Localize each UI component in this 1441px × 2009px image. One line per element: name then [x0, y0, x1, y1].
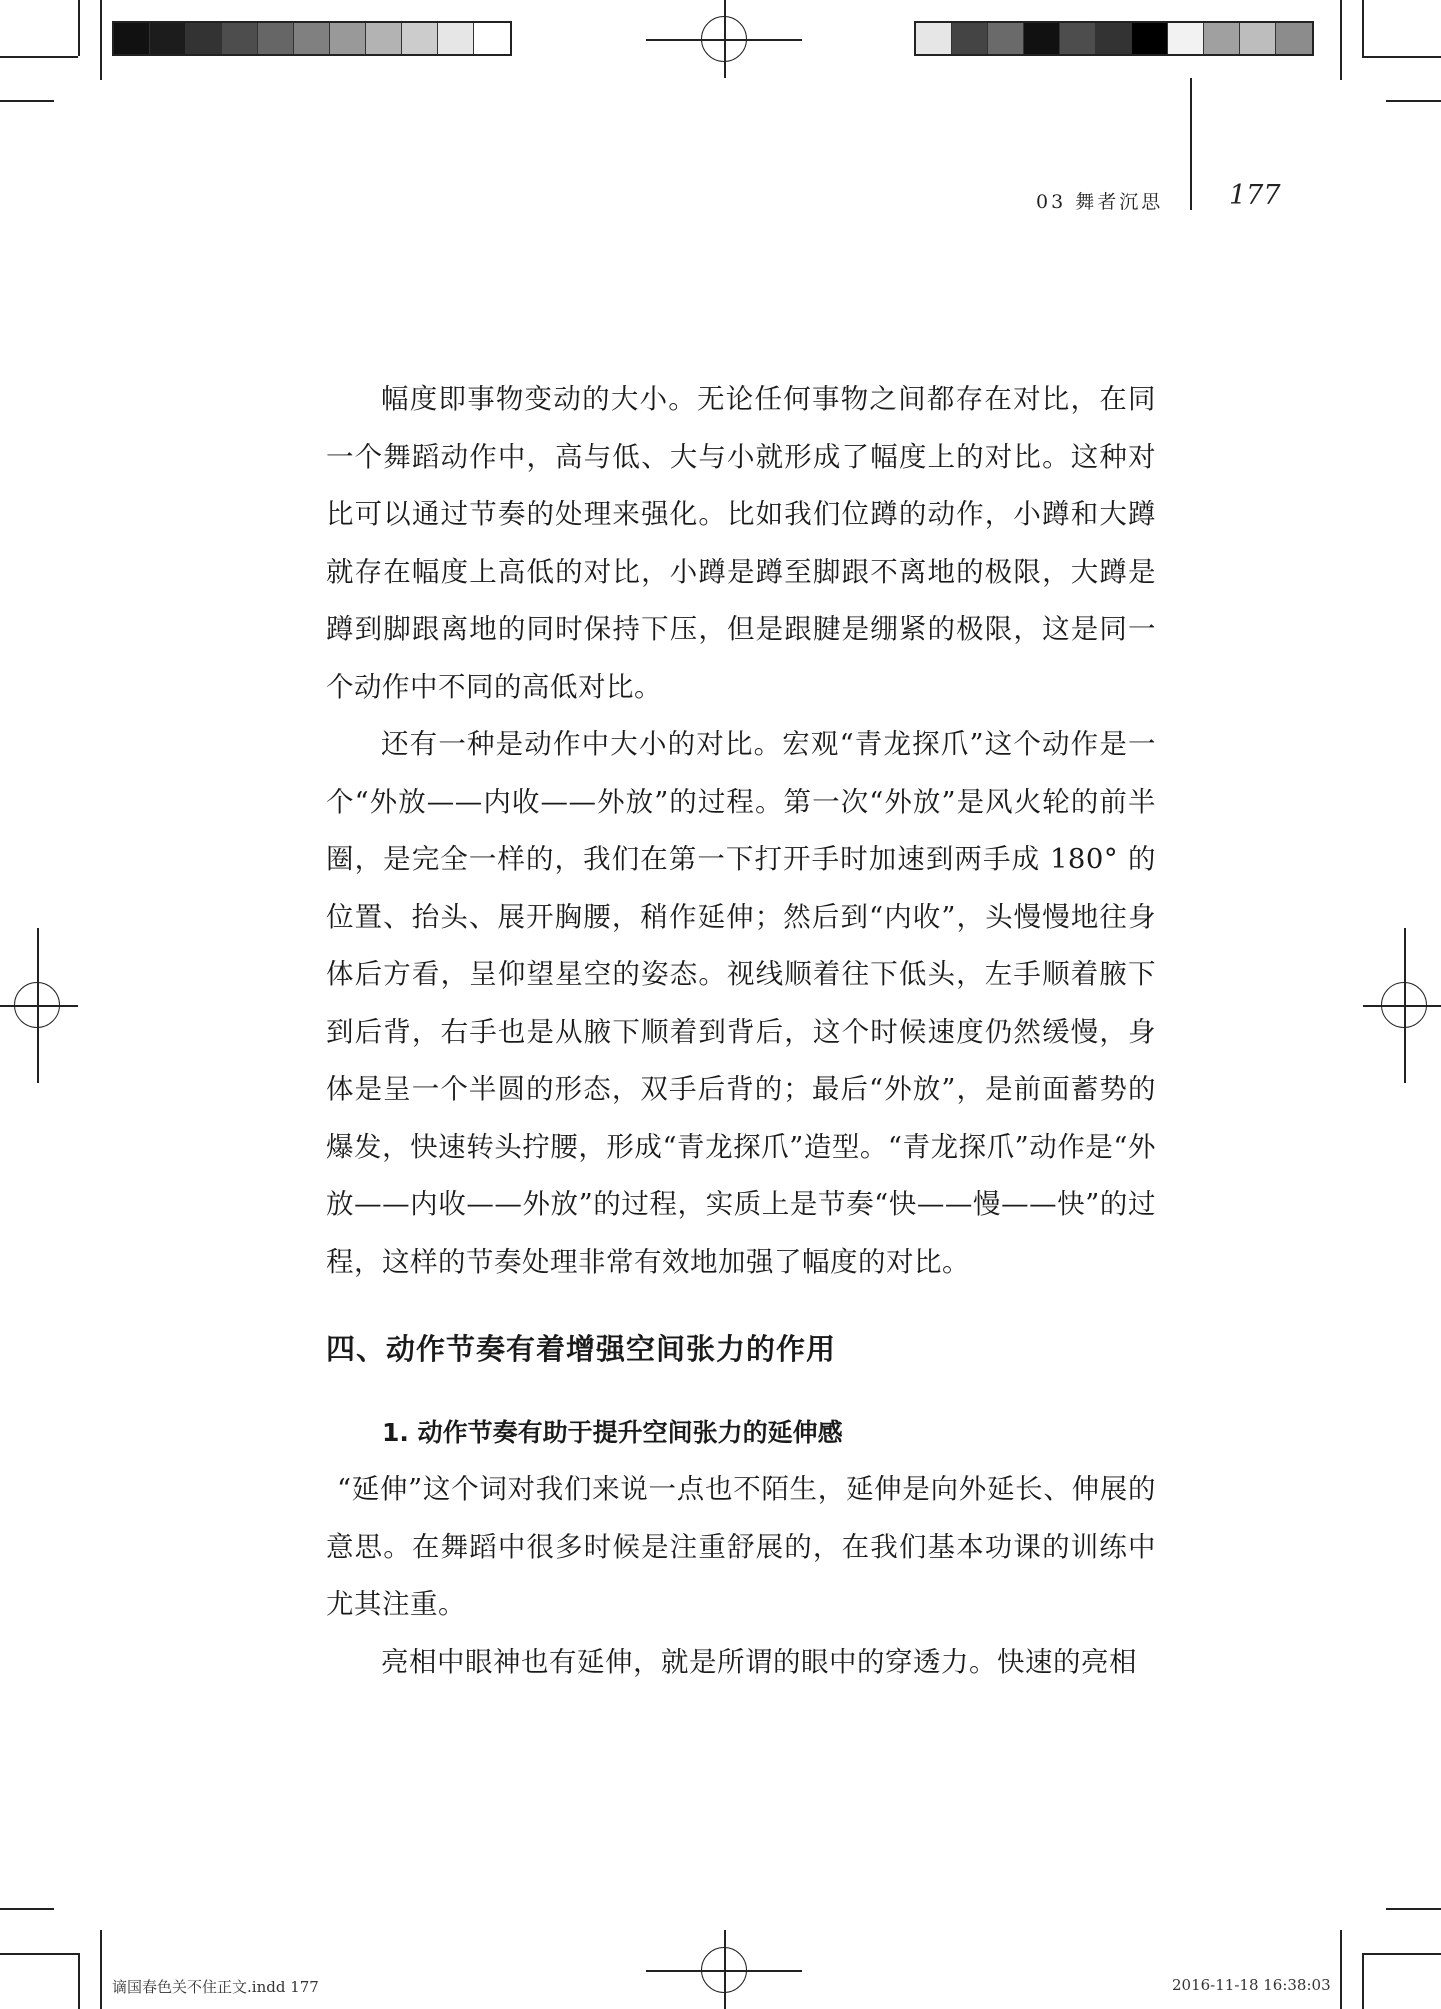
color-swatch: [1240, 23, 1276, 54]
crop-mark: [78, 0, 80, 56]
paragraph: 幅度即事物变动的大小。无论任何事物之间都存在对比，在同一个舞蹈动作中，高与低、大与小就形成了幅度上的对比。这种对比可以通过节奏的处理来强化。比如我们位蹲的动作，小蹲和大蹲就存在幅度上高低的对比，小蹲是蹲至脚跟不离地的极限，大蹲是蹲到脚跟离地的同时保持下压，但是跟腱是绷紧的极限，这是同一个动作中不同的高低对比。: [326, 383, 1156, 703]
color-swatch: [1060, 23, 1096, 54]
color-swatch: [438, 23, 474, 54]
crop-mark: [0, 56, 78, 58]
slug-timestamp: 2016-11-18 16:38:03: [1172, 1976, 1331, 1994]
header-divider: [1190, 78, 1192, 210]
color-swatch: [916, 23, 952, 54]
color-swatch: [988, 23, 1024, 54]
color-swatch: [186, 23, 222, 54]
color-swatch: [952, 23, 988, 54]
running-head: 03 舞者沉思: [1036, 191, 1164, 213]
color-swatch: [1132, 23, 1168, 54]
color-swatch: [1204, 23, 1240, 54]
registration-crosshair: [0, 1005, 78, 1007]
paragraph: 亮相中眼神也有延伸，就是所谓的眼中的穿透力。快速的亮相: [381, 1645, 1137, 1678]
color-swatch: [1024, 23, 1060, 54]
color-bar-right: [914, 21, 1314, 56]
color-swatch: [1096, 23, 1132, 54]
crop-mark: [1340, 1930, 1342, 2009]
crop-mark: [0, 1953, 78, 1955]
color-bar-left: [112, 21, 512, 56]
sub-heading: 1. 动作节奏有助于提升空间张力的延伸感: [382, 1418, 843, 1447]
crop-mark: [1386, 100, 1441, 102]
crop-mark: [1340, 0, 1342, 80]
page-number: 177: [1229, 180, 1281, 211]
crop-mark: [0, 1908, 54, 1910]
registration-crosshair: [1363, 1005, 1441, 1007]
crop-mark: [78, 1953, 80, 2009]
color-swatch: [294, 23, 330, 54]
slug-file-name: 谪国春色关不住正文.indd 177: [112, 1978, 319, 1996]
paragraph: “延伸”这个词对我们来说一点也不陌生，延伸是向外延长、伸展的意思。在舞蹈中很多时候是注重舒展的，在我们基本功课的训练中尤其注重。: [326, 1473, 1156, 1620]
crop-mark: [0, 100, 54, 102]
color-swatch: [402, 23, 438, 54]
color-swatch: [114, 23, 150, 54]
registration-crosshair: [724, 1930, 726, 2009]
color-swatch: [222, 23, 258, 54]
crop-mark: [1362, 0, 1364, 56]
crop-mark: [100, 0, 102, 80]
paragraph: 还有一种是动作中大小的对比。宏观“青龙探爪”这个动作是一个“外放——内收——外放”的过程。第一次“外放”是风火轮的前半圈，是完全一样的，我们在第一下打开手时加速到两手成 180° 的位置、抬头、展开胸腰，稍作延伸；然后到“内收”，头慢慢地往身体后方看，呈仰望星空的姿态。视线顺着往下低头，左手顺着腋下到后背，右手也是从腋下顺着到背后，这个时候速度仍然缓慢，身体是呈一个半圆的形态，双手后背的；最后“外放”，是前面蓄势的爆发，快速转头拧腰，形成“青龙探爪”造型。“青龙探爪”动作是“外放——内收——外放”的过程，实质上是节奏“快——慢——快”的过程，这样的节奏处理非常有效地加强了幅度的对比。: [326, 728, 1156, 1278]
registration-crosshair: [724, 0, 726, 78]
registration-crosshair: [37, 928, 39, 1083]
crop-mark: [1362, 1953, 1364, 2009]
color-swatch: [1168, 23, 1204, 54]
crop-mark: [1386, 1908, 1441, 1910]
color-swatch: [258, 23, 294, 54]
color-swatch: [474, 23, 510, 54]
body-text: [326, 371, 1156, 1691]
crop-mark: [1362, 1953, 1441, 1955]
crop-mark: [1362, 56, 1441, 58]
crop-mark: [100, 1930, 102, 2009]
section-heading: 四、动作节奏有着增强空间张力的作用: [326, 1332, 837, 1366]
registration-crosshair: [1404, 928, 1406, 1083]
color-swatch: [1276, 23, 1312, 54]
color-swatch: [150, 23, 186, 54]
color-swatch: [330, 23, 366, 54]
color-swatch: [366, 23, 402, 54]
